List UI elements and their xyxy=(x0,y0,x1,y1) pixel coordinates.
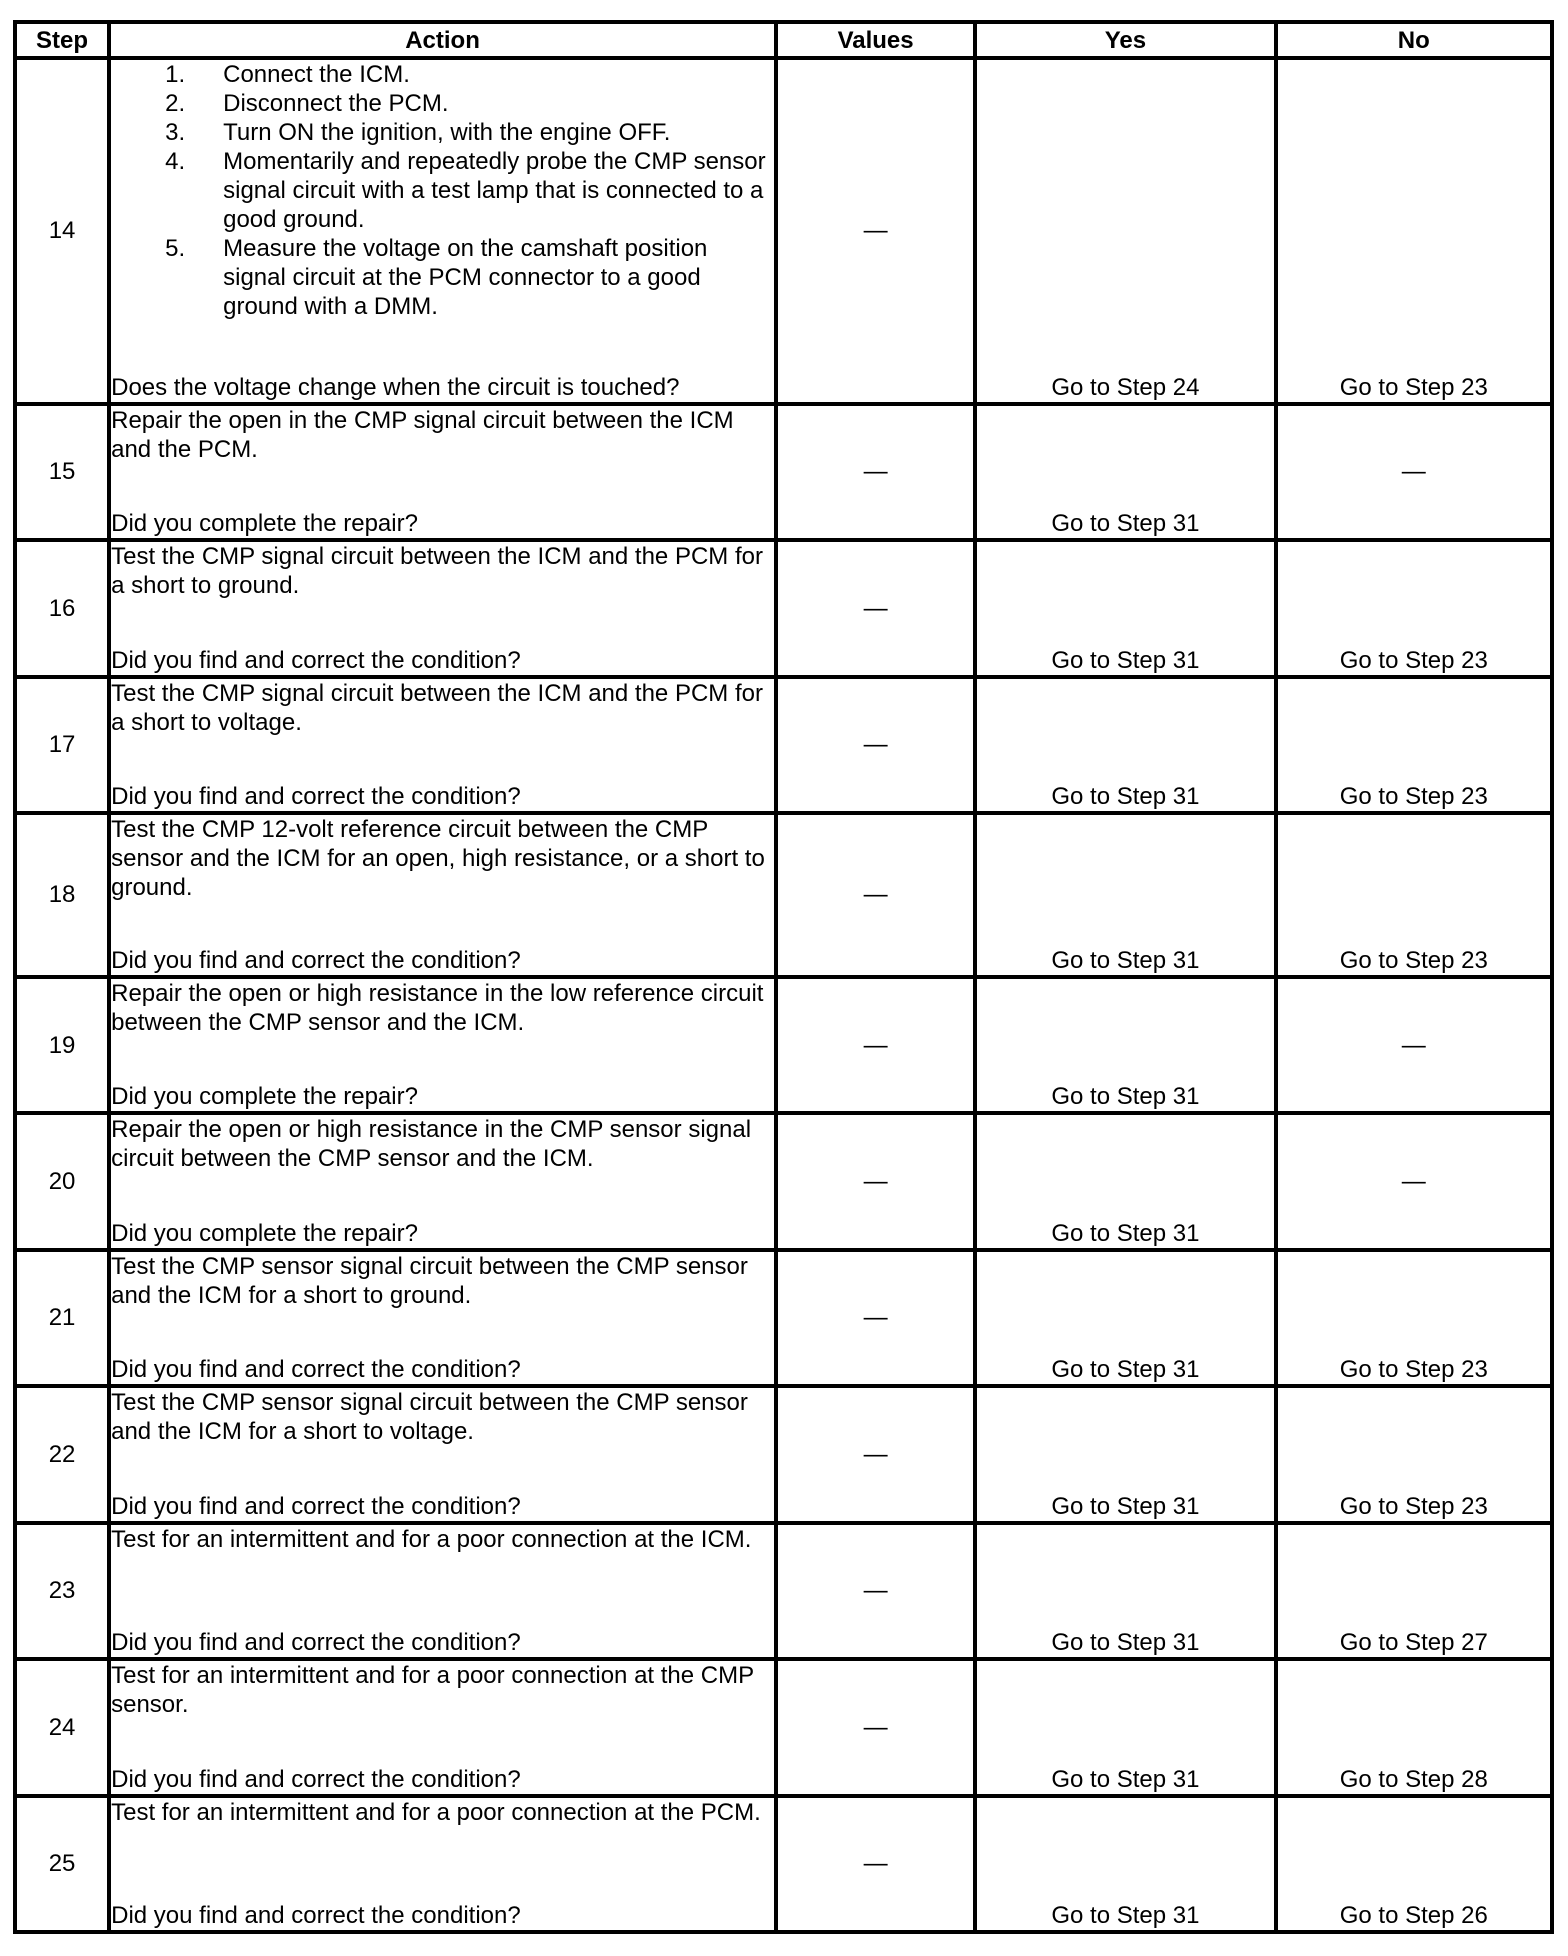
action-text: Test the CMP sensor signal circuit between the CMP sensor and the ICM for a short to ground. xyxy=(111,1252,748,1309)
header-values: Values xyxy=(776,22,975,58)
yes-cell: Go to Step 31 xyxy=(975,977,1275,1113)
action-cell xyxy=(109,1250,776,1386)
step-number: 18 xyxy=(15,813,109,977)
action-cell xyxy=(109,677,776,813)
action-text: Test the CMP signal circuit between the ICM and the PCM for a short to voltage. xyxy=(111,679,763,736)
header-step: Step xyxy=(15,22,109,58)
action-text: Test for an intermittent and for a poor connection at the PCM. xyxy=(111,1798,761,1826)
no-cell: — xyxy=(1276,404,1552,540)
step-number: 25 xyxy=(15,1796,109,1933)
no-cell: Go to Step 23 xyxy=(1276,1386,1552,1522)
action-cell xyxy=(109,813,776,977)
action-question: Did you complete the repair? xyxy=(111,1219,418,1247)
action-text: Repair the open or high resistance in the low reference circuit between the CMP sensor and the ICM. xyxy=(111,979,764,1036)
action-question: Did you find and correct the condition? xyxy=(111,946,521,974)
no-cell: Go to Step 28 xyxy=(1276,1659,1552,1795)
no-cell: — xyxy=(1276,1113,1552,1249)
table-row xyxy=(15,58,1552,404)
action-cell xyxy=(109,58,776,404)
table-row xyxy=(15,1523,1552,1659)
no-cell: Go to Step 23 xyxy=(1276,677,1552,813)
value-cell: — xyxy=(776,977,975,1113)
value-cell: — xyxy=(776,1386,975,1522)
table-row xyxy=(15,1250,1552,1386)
value-cell: — xyxy=(776,1796,975,1933)
step-number: 20 xyxy=(15,1113,109,1249)
action-cell xyxy=(109,1386,776,1522)
action-question: Did you complete the repair? xyxy=(111,1083,418,1111)
no-cell: Go to Step 23 xyxy=(1276,540,1552,676)
action-question: Did you find and correct the condition? xyxy=(111,1356,521,1384)
no-cell: Go to Step 23 xyxy=(1276,813,1552,977)
step-number: 15 xyxy=(15,404,109,540)
step-number: 14 xyxy=(15,58,109,404)
step-number: 17 xyxy=(15,677,109,813)
action-text: Test the CMP signal circuit between the ICM and the PCM for a short to ground. xyxy=(111,543,763,600)
action-text: Test the CMP sensor signal circuit between the CMP sensor and the ICM for a short to voltage. xyxy=(111,1389,748,1446)
substep-list xyxy=(125,60,774,321)
no-cell: Go to Step 23 xyxy=(1276,58,1552,404)
table-row xyxy=(15,1386,1552,1522)
list-item: 3. Turn ON the ignition, with the engine OFF. xyxy=(165,119,671,146)
action-cell xyxy=(109,1796,776,1933)
action-text: Test for an intermittent and for a poor connection at the ICM. xyxy=(111,1525,752,1553)
action-cell xyxy=(109,977,776,1113)
yes-cell: Go to Step 31 xyxy=(975,677,1275,813)
action-question: Did you find and correct the condition? xyxy=(111,1765,521,1793)
table-row xyxy=(15,977,1552,1113)
value-cell: — xyxy=(776,677,975,813)
action-cell xyxy=(109,1113,776,1249)
step-number: 22 xyxy=(15,1386,109,1522)
action-question: Does the voltage change when the circuit is touched? xyxy=(111,373,680,401)
list-item: 2. Disconnect the PCM. xyxy=(165,90,449,117)
action-cell xyxy=(109,1523,776,1659)
yes-cell: Go to Step 31 xyxy=(975,1659,1275,1795)
step-number: 16 xyxy=(15,540,109,676)
header-row xyxy=(15,22,1552,58)
action-text: Repair the open in the CMP signal circuit between the ICM and the PCM. xyxy=(111,406,734,463)
action-cell xyxy=(109,540,776,676)
yes-cell: Go to Step 31 xyxy=(975,1113,1275,1249)
list-item: 5. Measure the voltage on the camshaft position signal circuit at the PCM connector to a good ground with a DMM. xyxy=(165,235,708,320)
step-number: 21 xyxy=(15,1250,109,1386)
action-text: Test the CMP 12-volt reference circuit between the CMP sensor and the ICM for an open, high resistance, or a short to ground. xyxy=(111,816,765,902)
action-question: Did you complete the repair? xyxy=(111,510,418,538)
action-cell xyxy=(109,404,776,540)
yes-cell: Go to Step 31 xyxy=(975,1250,1275,1386)
value-cell: — xyxy=(776,404,975,540)
table-row xyxy=(15,677,1552,813)
action-question: Did you find and correct the condition? xyxy=(111,1902,521,1929)
table-row xyxy=(15,813,1552,977)
yes-cell: Go to Step 31 xyxy=(975,540,1275,676)
step-number: 24 xyxy=(15,1659,109,1795)
diagnostic-table xyxy=(13,20,1554,1934)
value-cell: — xyxy=(776,813,975,977)
header-yes: Yes xyxy=(975,22,1275,58)
list-item: 1. Connect the ICM. xyxy=(165,61,410,88)
no-cell: Go to Step 26 xyxy=(1276,1796,1552,1933)
value-cell: — xyxy=(776,1250,975,1386)
action-text: Repair the open or high resistance in the CMP sensor signal circuit between the CMP sensor and the ICM. xyxy=(111,1116,752,1173)
value-cell: — xyxy=(776,1113,975,1249)
yes-cell: Go to Step 31 xyxy=(975,1523,1275,1659)
table-row xyxy=(15,1113,1552,1249)
action-cell xyxy=(109,1659,776,1795)
no-cell: Go to Step 27 xyxy=(1276,1523,1552,1659)
action-question: Did you find and correct the condition? xyxy=(111,1492,521,1520)
value-cell: — xyxy=(776,1523,975,1659)
action-question: Did you find and correct the condition? xyxy=(111,1629,521,1657)
value-cell: — xyxy=(776,58,975,404)
value-cell: — xyxy=(776,1659,975,1795)
table-row xyxy=(15,540,1552,676)
header-action: Action xyxy=(109,22,776,58)
step-number: 23 xyxy=(15,1523,109,1659)
action-question: Did you find and correct the condition? xyxy=(111,646,521,674)
action-text: Test for an intermittent and for a poor connection at the CMP sensor. xyxy=(111,1662,754,1719)
value-cell: — xyxy=(776,540,975,676)
yes-cell: Go to Step 24 xyxy=(975,58,1275,404)
table-row xyxy=(15,1796,1552,1933)
yes-cell: Go to Step 31 xyxy=(975,813,1275,977)
yes-cell: Go to Step 31 xyxy=(975,1386,1275,1522)
yes-cell: Go to Step 31 xyxy=(975,404,1275,540)
list-item: 4. Momentarily and repeatedly probe the CMP sensor signal circuit with a test lamp that is connected to a good ground. xyxy=(165,148,766,233)
no-cell: — xyxy=(1276,977,1552,1113)
header-no: No xyxy=(1276,22,1552,58)
action-question: Did you find and correct the condition? xyxy=(111,783,521,811)
table-row xyxy=(15,1659,1552,1795)
no-cell: Go to Step 23 xyxy=(1276,1250,1552,1386)
table-row xyxy=(15,404,1552,540)
step-number: 19 xyxy=(15,977,109,1113)
yes-cell: Go to Step 31 xyxy=(975,1796,1275,1933)
